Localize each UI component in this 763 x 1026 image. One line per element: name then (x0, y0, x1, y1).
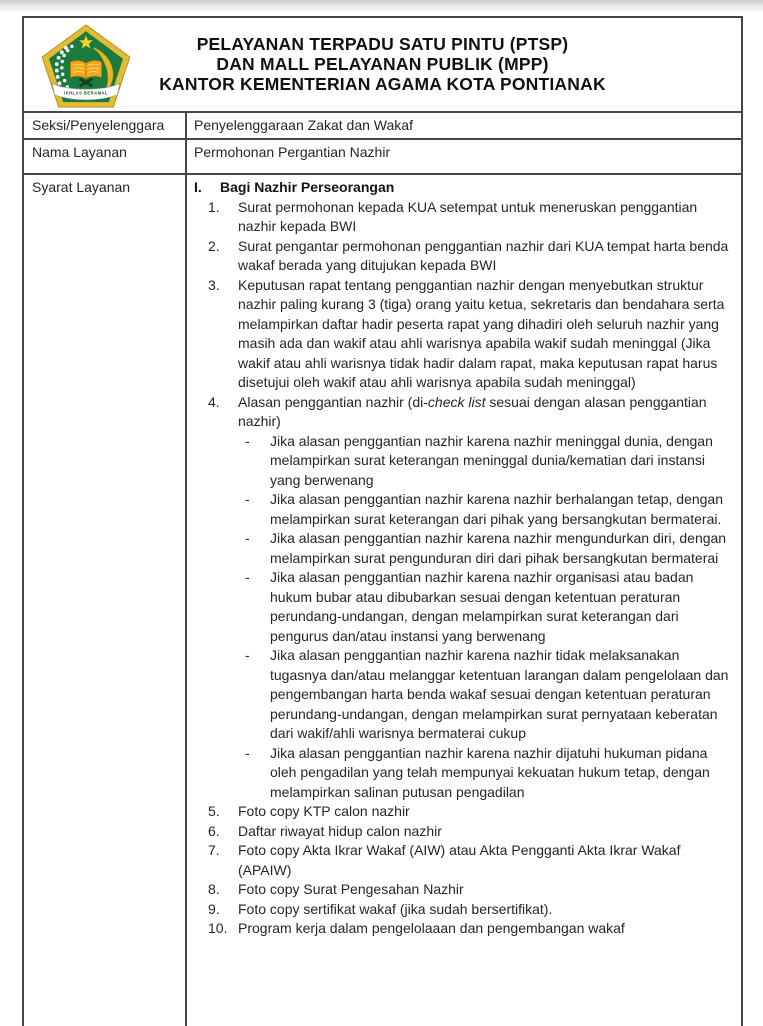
list-item-number: 2. (208, 237, 220, 254)
dash-marker: - (245, 432, 250, 449)
list-item-text: Foto copy KTP calon nazhir (238, 803, 410, 819)
nama-layanan-label: Nama Layanan (24, 140, 187, 173)
sub-list-item-text: Jika alasan penggantian nazhir karena nazhir tidak melaksanakan tugasnya dan/atau melanggar ketentuan larangan dalam pengelolaan dan pengembangan harta benda wakaf sesuai dengan ketentuan peraturan perundang-undangan, dengan melampirkan surat pernyataan keberatan dari wakif/ahli warisnya bermaterai cukup (270, 647, 729, 741)
list-item (208, 198, 735, 237)
dash-marker: - (245, 744, 250, 761)
list-item-text: Daftar riwayat hidup calon nazhir (238, 822, 442, 839)
scan-edge (0, 0, 763, 13)
section-numeral: I. (194, 179, 202, 195)
title-line-1: PELAYANAN TERPADU SATU PINTU (PTSP) (196, 34, 569, 54)
seksi-value: Penyelenggaraan Zakat dan Wakaf (194, 117, 413, 133)
list-item (208, 880, 735, 900)
list-item-text: Program kerja dalam pengelolaaan dan pengembangan wakaf (238, 920, 625, 936)
title-line-3: KANTOR KEMENTERIAN AGAMA KOTA PONTIANAK (159, 74, 606, 94)
nama-layanan-value: Permohonan Pergantian Nazhir (194, 144, 391, 160)
list-item (208, 237, 735, 276)
list-item-number: 4. (208, 393, 220, 410)
sub-list-item (245, 490, 735, 529)
list-item-number: 10. (208, 920, 228, 936)
dash-marker: - (245, 647, 250, 663)
sub-list-item-text: Jika alasan penggantian nazhir karena nazhir mengundurkan diri, dengan melampirkan surat pengunduran diri dari pihak bersangkutan bermaterai (270, 530, 727, 566)
list-item (208, 919, 735, 939)
list-item-text-italic: check list (427, 393, 486, 410)
service-info-table (22, 16, 743, 1026)
title-line-2: DAN MALL PELAYANAN PUBLIK (MPP) (216, 54, 549, 74)
dash-marker: - (245, 530, 250, 546)
row-seksi-penyelenggara (24, 113, 741, 140)
list-item-text: Surat pengantar permohonan penggantian nazhir dari KUA tempat harta benda wakaf berada yang ditujukan kepada BWI (238, 237, 729, 273)
list-item-text: Foto copy Surat Pengesahan Nazhir (238, 881, 464, 897)
list-item-number: 9. (208, 900, 220, 917)
logo-banner-text: IKHLAS BERAMAL (63, 90, 109, 96)
list-item (208, 802, 735, 822)
kemenag-logo-svg (40, 24, 132, 108)
list-item-text-suffix: sesuai dengan alasan penggantian nazhir) (238, 393, 707, 429)
list-item (208, 841, 735, 880)
dash-marker: - (245, 491, 250, 507)
list-item-number: 8. (208, 881, 220, 897)
list-item (208, 822, 735, 842)
sub-list-item-text: Jika alasan penggantian nazhir karena nazhir meninggal dunia, dengan melampirkan surat keterangan meninggal dunia/kematian dari instansi yang berwenang (270, 432, 713, 488)
syarat-layanan-label: Syarat Layanan (24, 175, 187, 1026)
document-header (24, 18, 741, 113)
row-syarat-layanan (24, 175, 741, 1026)
list-item (208, 276, 735, 393)
sub-list-item (245, 529, 735, 568)
syarat-layanan-content (187, 175, 741, 1026)
list-item-number: 3. (208, 276, 220, 293)
sub-list-item (245, 744, 735, 803)
sub-list-item-text: Jika alasan penggantian nazhir karena nazhir dijatuhi hukuman pidana oleh pengadilan yang telah mempunyai kekuatan hukum tetap, dengan melampirkan salinan putusan pengadilan (270, 744, 710, 800)
list-item-number: 5. (208, 803, 220, 819)
list-item-number: 1. (208, 198, 220, 215)
list-item-text (238, 393, 735, 432)
kemenag-logo-icon (40, 24, 132, 108)
list-item-number: 7. (208, 842, 220, 858)
list-item (208, 900, 735, 920)
sub-list-item (245, 432, 735, 491)
seksi-label: Seksi/Penyelenggara (24, 113, 187, 138)
section-heading (194, 178, 735, 198)
section-title: Bagi Nazhir Perseorangan (220, 179, 395, 195)
list-item-text: Keputusan rapat tentang penggantian nazhir dengan menyebutkan struktur nazhir paling kurang 3 (tiga) orang yaitu ketua, sekretaris dan bendahara serta melampirkan daftar hadir peserta rapat yang dihadiri oleh seluruh nazhir yang masih ada dan wakif atau ahli warisnya apabila wakif sudah meninggal (Jika wakif atau ahli warisnya tidak hadir dalam rapat, maka keputusan rapat harus disetujui oleh wakif atau ahli warisnya apabila sudah meninggal) (238, 276, 725, 390)
dash-marker: - (245, 569, 250, 585)
list-item-text: Foto copy sertifikat wakaf (jika sudah bersertifikat). (238, 900, 553, 917)
sub-list-item-text: Jika alasan penggantian nazhir karena nazhir berhalangan tetap, dengan melampirkan surat keterangan dari pihak yang bersangkutan bermaterai. (270, 491, 724, 527)
list-item-text: Foto copy Akta Ikrar Wakaf (AIW) atau Akta Pengganti Akta Ikrar Wakaf (APAIW) (238, 842, 681, 878)
list-item (208, 393, 735, 432)
list-item-text: Surat permohonan kepada KUA setempat untuk meneruskan penggantian nazhir kepada BWI (238, 198, 698, 234)
list-item-number: 6. (208, 822, 220, 839)
sub-list-item (245, 568, 735, 646)
row-nama-layanan (24, 140, 741, 175)
sub-list-item (245, 646, 735, 744)
list-item-text-prefix: Alasan penggantian nazhir (di- (238, 393, 428, 410)
sub-list-item-text: Jika alasan penggantian nazhir karena nazhir organisasi atau badan hukum bubar atau dibubarkan sesuai dengan ketentuan peraturan perundang-undangan, dengan melampirkan surat keterangan dari pengurus dan/atau instansi yang berwenang (270, 569, 694, 644)
